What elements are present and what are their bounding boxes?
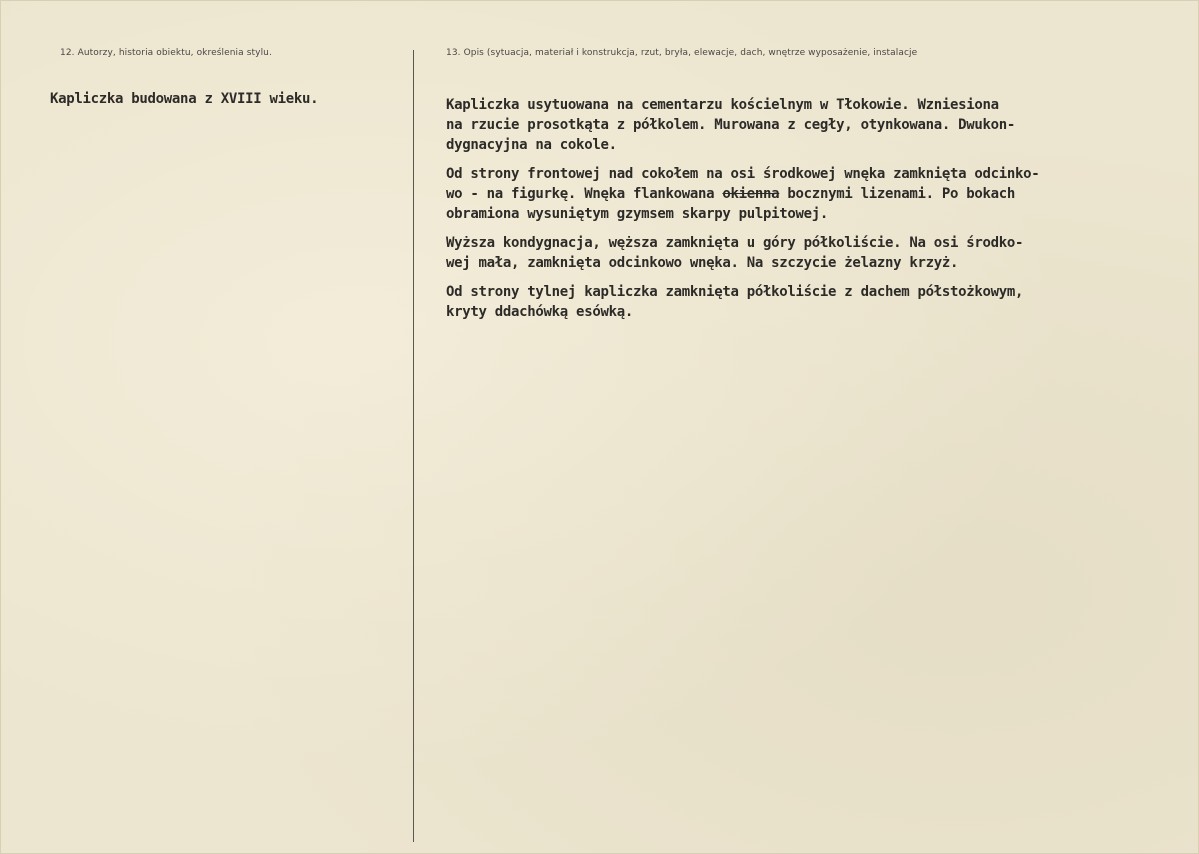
column-divider bbox=[413, 50, 414, 842]
text-line: na rzucie prosotkąta z półkolem. Murowana z cegły, otynkowana. Dwukon- bbox=[446, 117, 1016, 133]
description-paragraph-2 bbox=[446, 164, 1166, 224]
text-fragment: bocznymi lizenami. Po bokach bbox=[779, 186, 1016, 202]
description-paragraph-3 bbox=[446, 233, 1166, 273]
description-paragraph-1 bbox=[446, 95, 1166, 155]
struck-word: okienna bbox=[722, 186, 780, 202]
text-line: Kapliczka usytuowana na cementarzu kościelnym w Tłokowie. Wzniesiona bbox=[446, 97, 999, 113]
description-column bbox=[446, 95, 1166, 331]
text-fragment: wo - na figurkę. Wnęka fl bbox=[446, 186, 650, 202]
section-13-header: 13. Opis (sytuacja, materiał i konstrukcja, rzut, bryła, elewacje, dach, wnętrze wyposażenie, instalacje bbox=[446, 48, 918, 58]
text-line: Od strony frontowej nad cokołem na osi środkowej wnęka zamknięta odcinko- bbox=[446, 166, 1040, 182]
text-fragment: ankowana bbox=[649, 186, 723, 202]
text-line: Od strony tylnej kapliczka zamknięta półkoliście z dachem półstożkowym, bbox=[446, 284, 1024, 300]
text-line bbox=[446, 184, 1166, 204]
text-line: dygnacyjna na cokole. bbox=[446, 137, 617, 153]
text-line: kryty ddachówką esówką. bbox=[446, 304, 633, 320]
history-text: Kapliczka budowana z XVIII wieku. bbox=[50, 91, 319, 107]
text-line: Wyższa kondygnacja, węższa zamknięta u góry półkoliście. Na osi środko- bbox=[446, 235, 1024, 251]
text-line: wej mała, zamknięta odcinkowo wnęka. Na szczycie żelazny krzyż. bbox=[446, 255, 959, 271]
text-line: obramiona wysuniętym gzymsem skarpy pulpitowej. bbox=[446, 206, 829, 222]
section-12-header: 12. Autorzy, historia obiektu, określenia stylu. bbox=[60, 48, 272, 58]
description-paragraph-4 bbox=[446, 282, 1166, 322]
